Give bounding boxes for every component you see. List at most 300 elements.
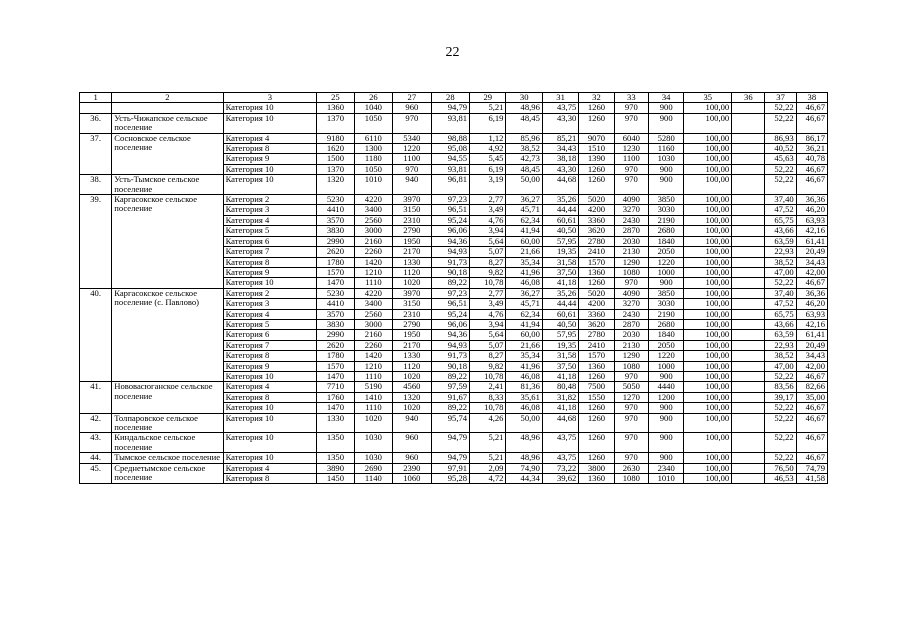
value-cell: 1260 xyxy=(579,433,614,453)
value-cell: 970 xyxy=(614,278,648,288)
row-number: 43. xyxy=(80,433,112,453)
value-cell: 1420 xyxy=(354,257,392,267)
row-number: 44. xyxy=(80,453,112,463)
value-cell: 3,19 xyxy=(470,175,506,195)
value-cell: 52,22 xyxy=(765,164,796,174)
value-cell: 5020 xyxy=(579,195,614,205)
page-number: 22 xyxy=(445,45,460,60)
value-cell: 2170 xyxy=(393,247,431,257)
value-cell: 4410 xyxy=(317,299,354,309)
value-cell: 42,16 xyxy=(796,319,827,329)
value-cell: 44,68 xyxy=(542,413,578,433)
value-cell: 94,79 xyxy=(431,103,469,113)
value-cell: 970 xyxy=(614,403,648,413)
settlement-name: Усть-Тымское сельское поселение xyxy=(112,175,223,195)
table-row xyxy=(80,433,828,453)
value-cell: 94,55 xyxy=(431,154,469,164)
value-cell: 41,96 xyxy=(506,267,542,277)
value-cell: 46,67 xyxy=(796,433,827,453)
category-cell: Категория 10 xyxy=(223,103,317,113)
category-cell: Категория 9 xyxy=(223,267,317,277)
value-cell: 3400 xyxy=(354,299,392,309)
value-cell: 1140 xyxy=(354,474,392,484)
value-cell: 1030 xyxy=(354,453,392,463)
value-cell: 4200 xyxy=(579,299,614,309)
category-cell: Категория 10 xyxy=(223,113,317,133)
value-cell xyxy=(732,215,765,225)
category-cell: Категория 10 xyxy=(223,164,317,174)
value-cell: 8,33 xyxy=(470,392,506,402)
value-cell: 35,61 xyxy=(506,392,542,402)
value-cell: 1080 xyxy=(614,267,648,277)
row-number: 41. xyxy=(80,382,112,413)
value-cell: 100,00 xyxy=(684,361,732,371)
column-header: 31 xyxy=(542,93,578,103)
value-cell: 35,26 xyxy=(542,288,578,298)
value-cell: 20,49 xyxy=(796,247,827,257)
value-cell: 3270 xyxy=(614,205,648,215)
value-cell: 60,00 xyxy=(506,330,542,340)
value-cell: 41,94 xyxy=(506,319,542,329)
column-header: 27 xyxy=(393,93,431,103)
value-cell: 2,09 xyxy=(470,463,506,473)
settlement-name: Толпаровское сельское поселение xyxy=(112,413,223,433)
value-cell: 100,00 xyxy=(684,392,732,402)
value-cell: 100,00 xyxy=(684,154,732,164)
value-cell: 4220 xyxy=(354,288,392,298)
value-cell: 1220 xyxy=(393,144,431,154)
value-cell: 95,74 xyxy=(431,413,469,433)
table-row xyxy=(80,413,828,433)
value-cell: 4220 xyxy=(354,195,392,205)
value-cell: 89,22 xyxy=(431,278,469,288)
value-cell: 45,71 xyxy=(506,299,542,309)
value-cell: 900 xyxy=(648,278,683,288)
value-cell: 2560 xyxy=(354,215,392,225)
row-number: 45. xyxy=(80,463,112,484)
value-cell: 1120 xyxy=(393,267,431,277)
value-cell: 48,96 xyxy=(506,103,542,113)
value-cell xyxy=(732,164,765,174)
value-cell: 80,48 xyxy=(542,382,578,392)
value-cell: 8,27 xyxy=(470,351,506,361)
value-cell xyxy=(732,371,765,381)
value-cell: 52,22 xyxy=(765,453,796,463)
value-cell: 21,66 xyxy=(506,247,542,257)
value-cell: 36,27 xyxy=(506,195,542,205)
value-cell: 1780 xyxy=(317,257,354,267)
table-row xyxy=(80,463,828,473)
column-header: 35 xyxy=(684,93,732,103)
value-cell: 1180 xyxy=(354,154,392,164)
table-row xyxy=(80,453,828,463)
value-cell xyxy=(732,236,765,246)
category-cell: Категория 4 xyxy=(223,133,317,143)
column-header: 30 xyxy=(506,93,542,103)
value-cell: 46,08 xyxy=(506,278,542,288)
value-cell: 2050 xyxy=(648,247,683,257)
value-cell: 1010 xyxy=(354,175,392,195)
value-cell: 34,43 xyxy=(542,144,578,154)
value-cell: 43,66 xyxy=(765,226,796,236)
value-cell: 76,50 xyxy=(765,463,796,473)
value-cell: 65,75 xyxy=(765,309,796,319)
value-cell: 85,21 xyxy=(542,133,578,143)
value-cell: 44,44 xyxy=(542,205,578,215)
value-cell: 2430 xyxy=(614,309,648,319)
value-cell: 1840 xyxy=(648,236,683,246)
value-cell: 100,00 xyxy=(684,164,732,174)
value-cell: 1290 xyxy=(614,257,648,267)
table-row xyxy=(80,195,828,205)
category-cell: Категория 5 xyxy=(223,319,317,329)
value-cell: 46,67 xyxy=(796,113,827,133)
value-cell: 2870 xyxy=(614,319,648,329)
table-row xyxy=(80,103,828,113)
value-cell: 970 xyxy=(614,164,648,174)
value-cell: 96,51 xyxy=(431,205,469,215)
value-cell: 95,28 xyxy=(431,474,469,484)
value-cell: 48,45 xyxy=(506,113,542,133)
value-cell xyxy=(732,257,765,267)
value-cell: 1470 xyxy=(317,371,354,381)
value-cell: 94,79 xyxy=(431,433,469,453)
value-cell xyxy=(732,319,765,329)
value-cell: 3970 xyxy=(393,288,431,298)
value-cell: 1260 xyxy=(579,371,614,381)
value-cell: 1350 xyxy=(317,433,354,453)
value-cell: 1330 xyxy=(393,351,431,361)
value-cell: 96,81 xyxy=(431,175,469,195)
value-cell: 100,00 xyxy=(684,236,732,246)
category-cell: Категория 4 xyxy=(223,309,317,319)
value-cell: 3400 xyxy=(354,205,392,215)
value-cell: 960 xyxy=(393,453,431,463)
value-cell: 36,36 xyxy=(796,195,827,205)
value-cell: 2430 xyxy=(614,215,648,225)
value-cell: 41,18 xyxy=(542,403,578,413)
value-cell: 3570 xyxy=(317,215,354,225)
value-cell: 3,49 xyxy=(470,205,506,215)
value-cell: 100,00 xyxy=(684,403,732,413)
category-cell: Категория 10 xyxy=(223,433,317,453)
value-cell: 1220 xyxy=(648,257,683,267)
value-cell: 2190 xyxy=(648,309,683,319)
category-cell: Категория 9 xyxy=(223,154,317,164)
value-cell: 61,41 xyxy=(796,330,827,340)
value-cell: 43,75 xyxy=(542,433,578,453)
value-cell: 37,40 xyxy=(765,195,796,205)
value-cell: 42,73 xyxy=(506,154,542,164)
value-cell xyxy=(732,267,765,277)
table-row xyxy=(80,382,828,392)
value-cell: 940 xyxy=(393,413,431,433)
value-cell xyxy=(732,453,765,463)
value-cell: 4,76 xyxy=(470,309,506,319)
value-cell: 1120 xyxy=(393,361,431,371)
value-cell: 100,00 xyxy=(684,205,732,215)
category-cell: Категория 8 xyxy=(223,474,317,484)
value-cell: 1780 xyxy=(317,351,354,361)
value-cell: 1230 xyxy=(614,144,648,154)
settlement-name: Тымское сельское поселение xyxy=(112,453,223,463)
value-cell: 43,75 xyxy=(542,453,578,463)
category-cell: Категория 6 xyxy=(223,330,317,340)
value-cell: 100,00 xyxy=(684,226,732,236)
value-cell: 60,61 xyxy=(542,309,578,319)
column-header: 34 xyxy=(648,93,683,103)
value-cell: 34,43 xyxy=(796,257,827,267)
value-cell: 2790 xyxy=(393,319,431,329)
value-cell: 41,18 xyxy=(542,371,578,381)
value-cell: 3150 xyxy=(393,299,431,309)
row-number: 36. xyxy=(80,113,112,133)
value-cell: 1210 xyxy=(354,361,392,371)
value-cell: 46,67 xyxy=(796,103,827,113)
value-cell: 81,36 xyxy=(506,382,542,392)
value-cell: 2340 xyxy=(648,463,683,473)
value-cell: 1260 xyxy=(579,278,614,288)
value-cell: 3830 xyxy=(317,319,354,329)
value-cell: 100,00 xyxy=(684,103,732,113)
value-cell: 10,78 xyxy=(470,278,506,288)
value-cell: 97,91 xyxy=(431,463,469,473)
column-header: 33 xyxy=(614,93,648,103)
value-cell: 4,72 xyxy=(470,474,506,484)
value-cell: 1020 xyxy=(393,403,431,413)
value-cell: 96,06 xyxy=(431,319,469,329)
category-cell: Категория 8 xyxy=(223,351,317,361)
value-cell: 5,64 xyxy=(470,236,506,246)
value-cell: 41,18 xyxy=(542,278,578,288)
value-cell: 2620 xyxy=(317,247,354,257)
value-cell: 4,76 xyxy=(470,215,506,225)
value-cell: 6,19 xyxy=(470,164,506,174)
value-cell: 1390 xyxy=(579,154,614,164)
category-cell: Категория 6 xyxy=(223,236,317,246)
value-cell: 100,00 xyxy=(684,371,732,381)
value-cell: 19,35 xyxy=(542,247,578,257)
value-cell: 48,96 xyxy=(506,453,542,463)
value-cell: 45,63 xyxy=(765,154,796,164)
value-cell: 100,00 xyxy=(684,463,732,473)
value-cell: 1290 xyxy=(614,351,648,361)
value-cell: 93,81 xyxy=(431,113,469,133)
value-cell: 20,49 xyxy=(796,340,827,350)
value-cell: 7710 xyxy=(317,382,354,392)
value-cell xyxy=(732,113,765,133)
value-cell: 2310 xyxy=(393,309,431,319)
value-cell: 44,44 xyxy=(542,299,578,309)
value-cell: 3270 xyxy=(614,299,648,309)
value-cell: 900 xyxy=(648,113,683,133)
value-cell: 3000 xyxy=(354,319,392,329)
row-number xyxy=(80,103,112,113)
value-cell: 1330 xyxy=(317,413,354,433)
value-cell xyxy=(732,382,765,392)
value-cell: 52,22 xyxy=(765,175,796,195)
value-cell: 1040 xyxy=(354,103,392,113)
value-cell: 100,00 xyxy=(684,113,732,133)
category-cell: Категория 2 xyxy=(223,288,317,298)
value-cell: 100,00 xyxy=(684,288,732,298)
category-cell: Категория 5 xyxy=(223,226,317,236)
value-cell: 2130 xyxy=(614,247,648,257)
value-cell: 3970 xyxy=(393,195,431,205)
value-cell: 91,73 xyxy=(431,351,469,361)
value-cell: 40,78 xyxy=(796,154,827,164)
value-cell: 1570 xyxy=(317,267,354,277)
value-cell: 1470 xyxy=(317,403,354,413)
value-cell: 1260 xyxy=(579,113,614,133)
category-cell: Категория 8 xyxy=(223,392,317,402)
value-cell xyxy=(732,413,765,433)
value-cell: 40,50 xyxy=(542,319,578,329)
value-cell: 2990 xyxy=(317,330,354,340)
value-cell xyxy=(732,403,765,413)
column-header: 26 xyxy=(354,93,392,103)
value-cell: 2310 xyxy=(393,215,431,225)
value-cell: 52,22 xyxy=(765,113,796,133)
value-cell: 1050 xyxy=(354,113,392,133)
value-cell: 63,59 xyxy=(765,236,796,246)
value-cell: 1020 xyxy=(393,278,431,288)
value-cell: 2560 xyxy=(354,309,392,319)
value-cell: 5,21 xyxy=(470,453,506,463)
value-cell: 1260 xyxy=(579,453,614,463)
value-cell: 1950 xyxy=(393,236,431,246)
value-cell xyxy=(732,361,765,371)
value-cell: 900 xyxy=(648,403,683,413)
value-cell xyxy=(732,351,765,361)
value-cell: 970 xyxy=(614,433,648,453)
value-cell: 50,00 xyxy=(506,413,542,433)
value-cell: 47,52 xyxy=(765,299,796,309)
value-cell: 60,00 xyxy=(506,236,542,246)
value-cell: 43,30 xyxy=(542,164,578,174)
value-cell: 5,45 xyxy=(470,154,506,164)
value-cell: 95,08 xyxy=(431,144,469,154)
value-cell xyxy=(732,392,765,402)
table-row xyxy=(80,288,828,298)
value-cell: 100,00 xyxy=(684,340,732,350)
value-cell: 100,00 xyxy=(684,257,732,267)
value-cell: 1350 xyxy=(317,453,354,463)
column-header: 32 xyxy=(579,93,614,103)
value-cell xyxy=(732,195,765,205)
value-cell: 31,58 xyxy=(542,351,578,361)
value-cell: 38,52 xyxy=(506,144,542,154)
value-cell: 1550 xyxy=(579,392,614,402)
value-cell: 42,00 xyxy=(796,361,827,371)
value-cell: 5230 xyxy=(317,195,354,205)
value-cell: 46,67 xyxy=(796,175,827,195)
value-cell: 38,52 xyxy=(765,257,796,267)
value-cell: 73,22 xyxy=(542,463,578,473)
value-cell: 95,24 xyxy=(431,215,469,225)
value-cell: 63,93 xyxy=(796,215,827,225)
value-cell: 3,94 xyxy=(470,226,506,236)
value-cell: 2160 xyxy=(354,236,392,246)
value-cell: 35,34 xyxy=(506,257,542,267)
value-cell: 2130 xyxy=(614,340,648,350)
value-cell: 1360 xyxy=(317,103,354,113)
value-cell: 89,22 xyxy=(431,403,469,413)
value-cell: 970 xyxy=(614,175,648,195)
value-cell: 100,00 xyxy=(684,413,732,433)
value-cell: 82,66 xyxy=(796,382,827,392)
value-cell: 94,36 xyxy=(431,236,469,246)
value-cell: 1030 xyxy=(648,154,683,164)
value-cell: 9070 xyxy=(579,133,614,143)
value-cell: 5,07 xyxy=(470,340,506,350)
value-cell: 1000 xyxy=(648,267,683,277)
value-cell: 91,73 xyxy=(431,257,469,267)
value-cell: 1110 xyxy=(354,278,392,288)
row-number: 40. xyxy=(80,288,112,382)
value-cell: 1050 xyxy=(354,164,392,174)
value-cell: 1,12 xyxy=(470,133,506,143)
value-cell: 6110 xyxy=(354,133,392,143)
value-cell: 1370 xyxy=(317,113,354,133)
value-cell: 47,00 xyxy=(765,267,796,277)
category-cell: Категория 10 xyxy=(223,453,317,463)
category-cell: Категория 10 xyxy=(223,175,317,195)
value-cell: 46,08 xyxy=(506,403,542,413)
value-cell: 41,96 xyxy=(506,361,542,371)
settlement-name: Среднетымское сельское поселение xyxy=(112,463,223,484)
value-cell: 2050 xyxy=(648,340,683,350)
category-cell: Категория 10 xyxy=(223,413,317,433)
value-cell: 2410 xyxy=(579,247,614,257)
value-cell: 74,79 xyxy=(796,463,827,473)
value-cell: 1260 xyxy=(579,175,614,195)
value-cell: 39,62 xyxy=(542,474,578,484)
value-cell: 4,26 xyxy=(470,413,506,433)
value-cell: 1100 xyxy=(393,154,431,164)
value-cell: 3850 xyxy=(648,288,683,298)
value-cell xyxy=(732,247,765,257)
value-cell: 46,20 xyxy=(796,299,827,309)
value-cell: 10,78 xyxy=(470,371,506,381)
value-cell: 44,34 xyxy=(506,474,542,484)
value-cell: 900 xyxy=(648,103,683,113)
value-cell: 1110 xyxy=(354,403,392,413)
value-cell: 31,82 xyxy=(542,392,578,402)
value-cell: 47,00 xyxy=(765,361,796,371)
value-cell: 1360 xyxy=(579,267,614,277)
value-cell: 19,35 xyxy=(542,340,578,350)
value-cell: 83,56 xyxy=(765,382,796,392)
row-number: 39. xyxy=(80,195,112,289)
value-cell: 2690 xyxy=(354,463,392,473)
value-cell: 62,34 xyxy=(506,309,542,319)
value-cell: 6,19 xyxy=(470,113,506,133)
category-cell: Категория 10 xyxy=(223,278,317,288)
value-cell: 60,61 xyxy=(542,215,578,225)
value-cell: 90,18 xyxy=(431,267,469,277)
value-cell: 100,00 xyxy=(684,319,732,329)
value-cell: 1370 xyxy=(317,164,354,174)
value-cell: 100,00 xyxy=(684,453,732,463)
value-cell: 900 xyxy=(648,453,683,463)
value-cell: 2780 xyxy=(579,330,614,340)
category-cell: Категория 3 xyxy=(223,205,317,215)
value-cell: 9,82 xyxy=(470,361,506,371)
value-cell: 1360 xyxy=(579,474,614,484)
value-cell: 9,82 xyxy=(470,267,506,277)
value-cell: 48,96 xyxy=(506,433,542,453)
